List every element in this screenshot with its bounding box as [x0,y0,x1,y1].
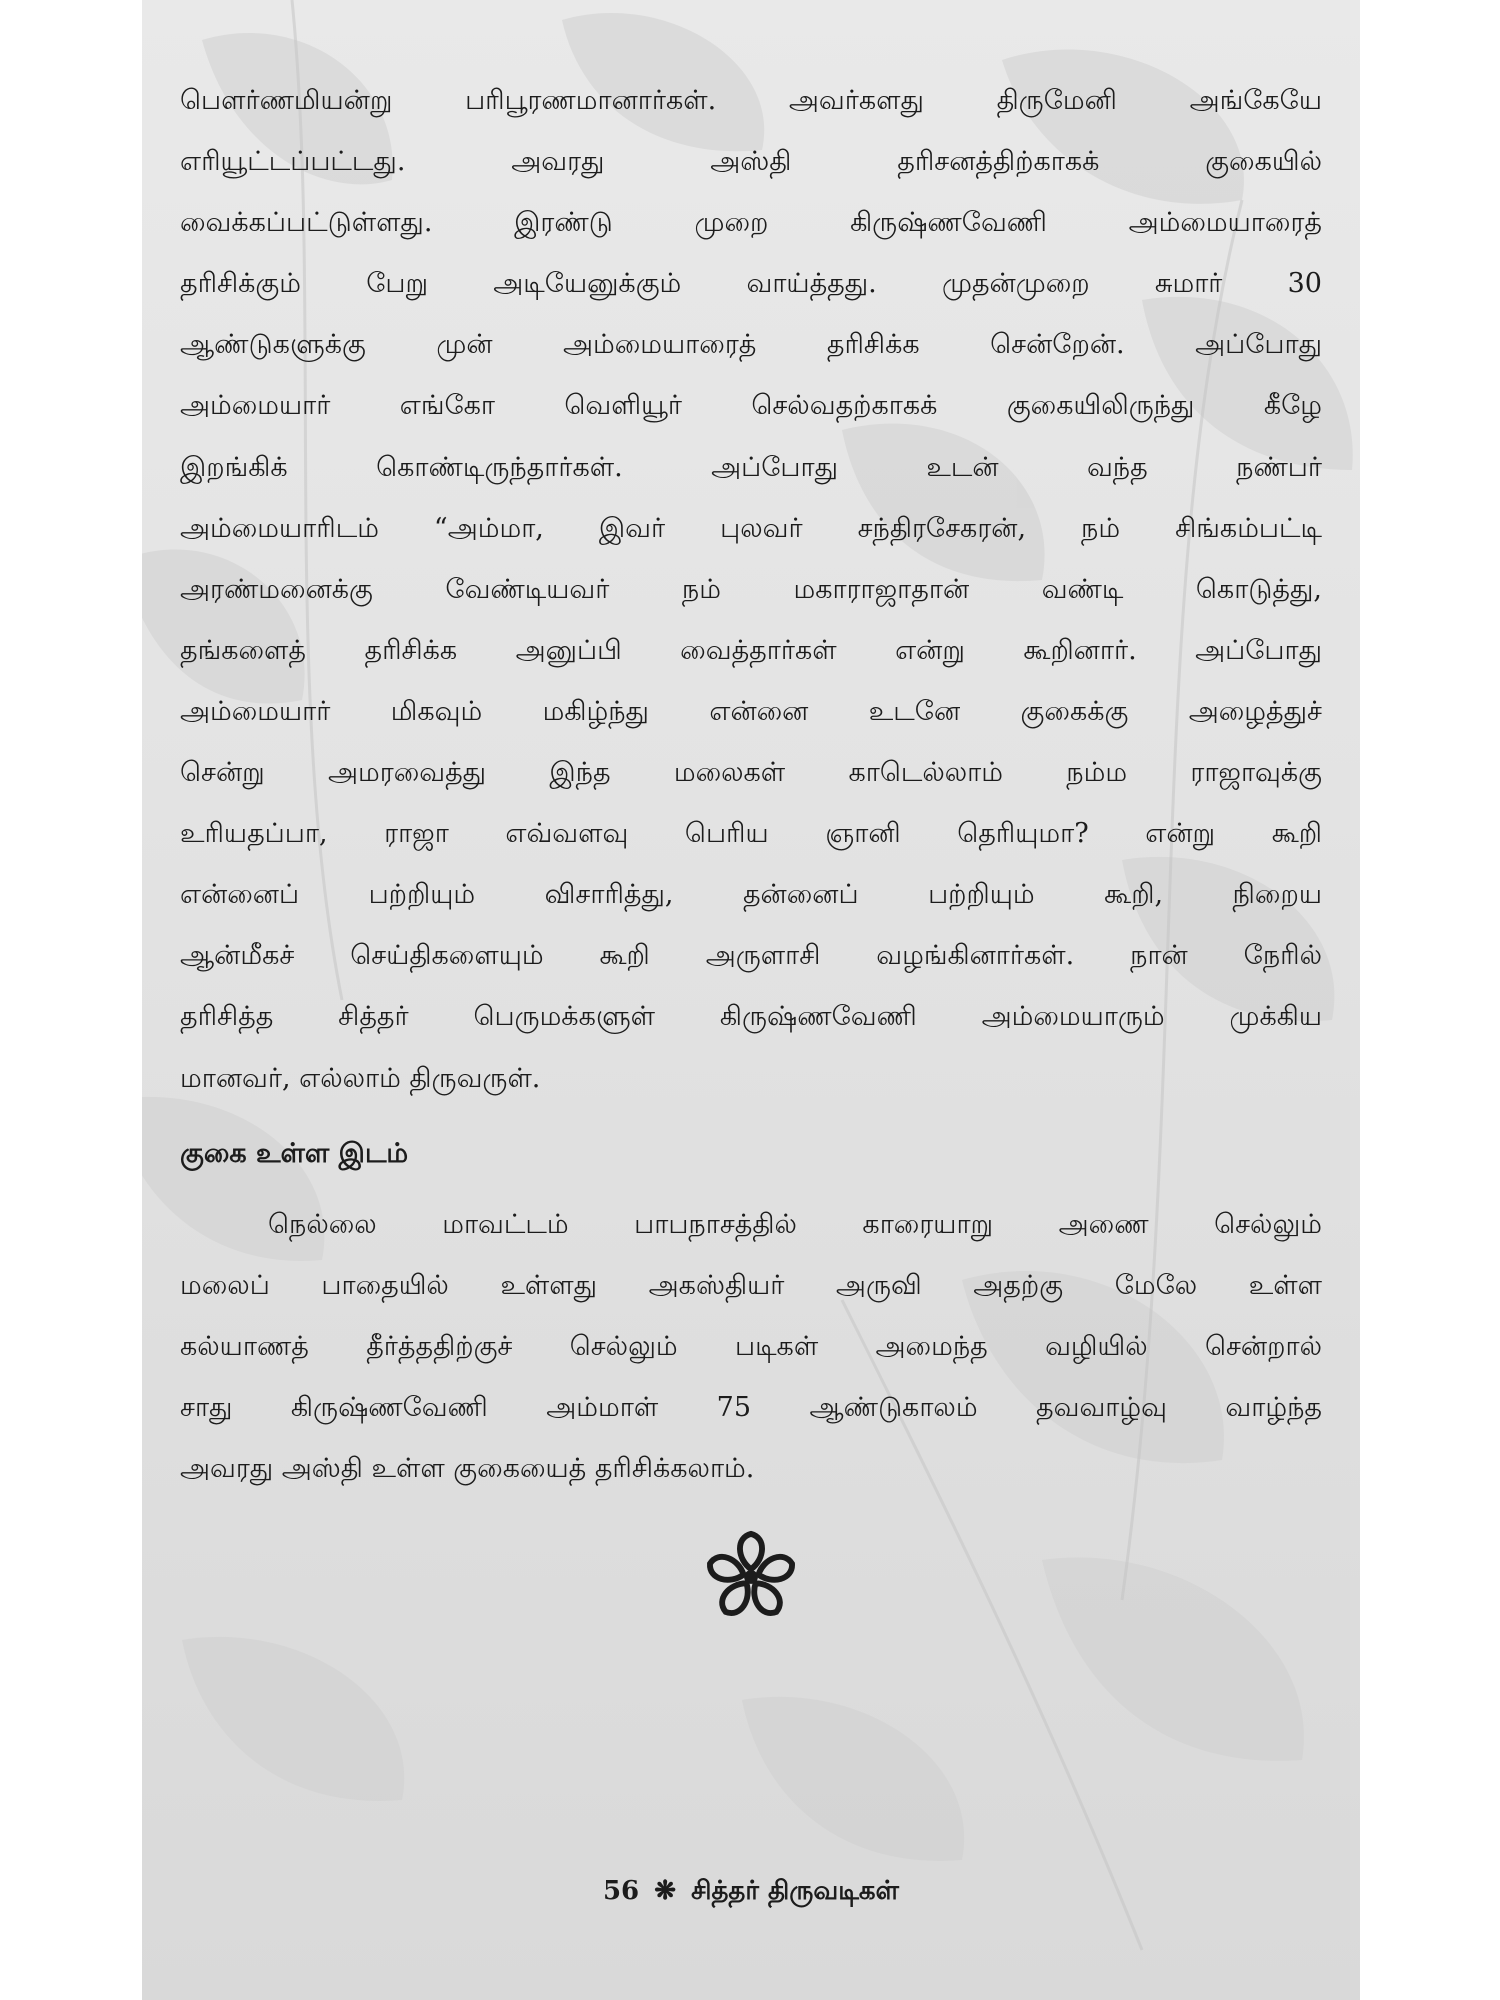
text-line: உரியதப்பா, ராஜா எவ்வளவு பெரிய ஞானி தெரியுமா? என்று கூறி [180,818,1322,850]
text-line: சாது கிருஷ்ணவேணி அம்மாள் 75 ஆண்டுகாலம் தவவாழ்வு வாழ்ந்த [180,1391,1322,1423]
section-heading: குகை உள்ள இடம் [180,1137,409,1169]
text-line: அம்மையார் எங்கோ வெளியூர் செல்வதற்காகக் குகையிலிருந்து கீழே [180,390,1322,422]
text-line: இறங்கிக் கொண்டிருந்தார்கள். அப்போது உடன் வந்த நண்பர் [180,451,1322,483]
text-line: அம்மையாரிடம் “அம்மா, இவர் புலவர் சந்திரசேகரன், நம் சிங்கம்பட்டி [180,512,1322,544]
text-line: ஆன்மீகச் செய்திகளையும் கூறி அருளாசி வழங்கினார்கள். நான் நேரில் [180,940,1322,972]
paragraph-1 [180,70,1322,1109]
book-title: சித்தர் திருவடிகள் [691,1876,900,1906]
text-line: வைக்கப்பட்டுள்ளது. இரண்டு முறை கிருஷ்ணவேணி அம்மையாரைத் [180,207,1322,239]
text-line: சென்று அமரவைத்து இந்த மலைகள் காடெல்லாம் நம்ம ராஜாவுக்கு [180,757,1322,789]
text-line: எரியூட்டப்பட்டது. அவரது அஸ்தி தரிசனத்திற்காகக் குகையில் [180,146,1322,178]
five-petal-flower-icon [702,1528,800,1626]
text-line: தங்களைத் தரிசிக்க அனுப்பி வைத்தார்கள் என்று கூறினார். அப்போது [180,634,1322,666]
page-number: 56 [602,1876,640,1906]
footer-separator-icon: ❋ [654,1876,677,1906]
text-line: அரண்மனைக்கு வேண்டியவர் நம் மகாராஜாதான் வண்டி கொடுத்து, [180,573,1322,605]
book-page [142,0,1360,2000]
page-footer [142,1876,1360,1909]
paragraph-2 [180,1194,1322,1499]
text-line: அம்மையார் மிகவும் மகிழ்ந்து என்னை உடனே குகைக்கு அழைத்துச் [180,695,1322,727]
text-line: ஆண்டுகளுக்கு முன் அம்மையாரைத் தரிசிக்க சென்றேன். அப்போது [180,329,1322,361]
text-line: என்னைப் பற்றியும் விசாரித்து, தன்னைப் பற்றியும் கூறி, நிறைய [180,879,1322,911]
text-line: தரிசித்த சித்தர் பெருமக்களுள் கிருஷ்ணவேணி அம்மையாரும் முக்கிய [180,1001,1322,1033]
text-line: நெல்லை மாவட்டம் பாபநாசத்தில் காரையாறு அணை செல்லும் [268,1208,1322,1240]
text-line: அவரது அஸ்தி உள்ள குகையைத் தரிசிக்கலாம். [180,1452,755,1484]
text-line: கல்யாணத் தீர்த்ததிற்குச் செல்லும் படிகள் அமைந்த வழியில் சென்றால் [180,1330,1322,1362]
text-line: மானவர், எல்லாம் திருவருள். [180,1062,541,1094]
text-line: மலைப் பாதையில் உள்ளது அகஸ்தியர் அருவி அதற்கு மேலே உள்ள [180,1269,1322,1301]
body-text [180,70,1322,1499]
text-line: பௌர்ணமியன்று பரிபூரணமானார்கள். அவர்களது திருமேனி அங்கேயே [180,85,1322,116]
text-line: தரிசிக்கும் பேறு அடியேனுக்கும் வாய்த்தது. முதன்முறை சுமார் 30 [180,268,1322,300]
